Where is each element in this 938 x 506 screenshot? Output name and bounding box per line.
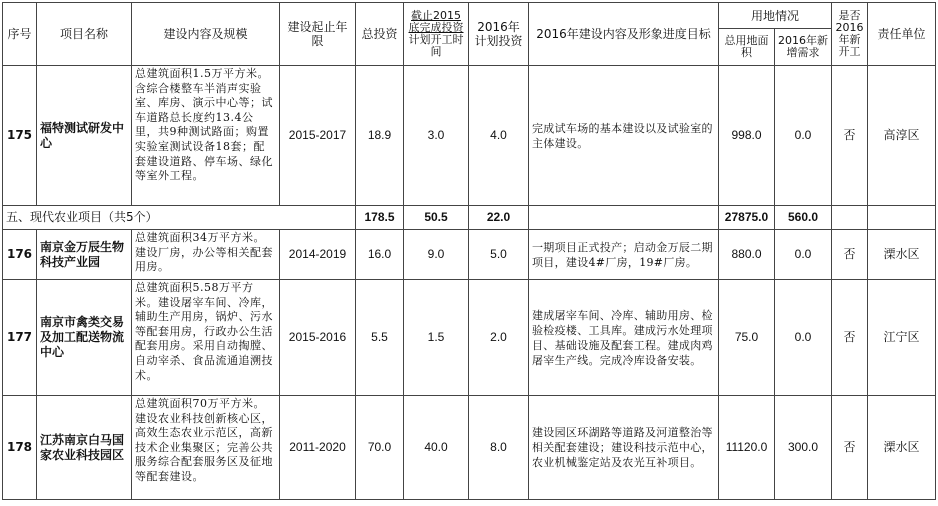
header-name: 项目名称 bbox=[37, 3, 132, 66]
header-plan: 2016年计划投资 bbox=[469, 3, 529, 66]
row-name: 福特测试研发中心 bbox=[37, 66, 132, 206]
row-land-new: 0.0 bbox=[775, 66, 832, 206]
table-row bbox=[3, 230, 936, 280]
header-land: 用地情况 bbox=[719, 3, 832, 29]
section-total: 178.5 bbox=[356, 206, 404, 230]
table-row bbox=[3, 280, 936, 396]
row-total: 18.9 bbox=[356, 66, 404, 206]
row-scope: 总建筑面积5.58万平方米。建设屠宰车间、冷库，辅助生产用房，锅炉、污水等配套用房，行政办公生活配套用房。采用自动掏膛、自动宰杀、食品流通追溯技术。 bbox=[132, 280, 280, 396]
section-new-start-empty bbox=[832, 206, 868, 230]
row-land-total: 75.0 bbox=[719, 280, 775, 396]
row-plan: 8.0 bbox=[469, 396, 529, 500]
row-land-total: 880.0 bbox=[719, 230, 775, 280]
row-cum: 3.0 bbox=[404, 66, 469, 206]
row-seq: 175 bbox=[3, 66, 37, 206]
row-new-start: 否 bbox=[832, 230, 868, 280]
row-goal: 完成试车场的基本建设以及试验室的主体建设。 bbox=[529, 66, 719, 206]
section-unit-empty bbox=[868, 206, 936, 230]
row-unit: 江宁区 bbox=[868, 280, 936, 396]
row-unit: 高淳区 bbox=[868, 66, 936, 206]
section-land-total: 27875.0 bbox=[719, 206, 775, 230]
header-unit: 责任单位 bbox=[868, 3, 936, 66]
row-goal: 建成屠宰车间、冷库、辅助用房、检验检疫楼、工具库。建成污水处理项目、基础设施及配套工程。建成肉鸡屠宰生产线。完成冷库设备安装。 bbox=[529, 280, 719, 396]
header-land-new: 2016年新增需求 bbox=[775, 29, 832, 66]
row-land-new: 0.0 bbox=[775, 230, 832, 280]
header-row-1 bbox=[3, 3, 936, 29]
row-land-total: 11120.0 bbox=[719, 396, 775, 500]
row-new-start: 否 bbox=[832, 66, 868, 206]
table-row bbox=[3, 66, 936, 206]
header-scope: 建设内容及规模 bbox=[132, 3, 280, 66]
header-cum-top: 截止2015底完成投资 bbox=[408, 9, 464, 34]
row-land-total: 998.0 bbox=[719, 66, 775, 206]
project-table bbox=[2, 2, 936, 500]
row-total: 16.0 bbox=[356, 230, 404, 280]
section-cum: 50.5 bbox=[404, 206, 469, 230]
header-total: 总投资 bbox=[356, 3, 404, 66]
header-seq: 序号 bbox=[3, 3, 37, 66]
row-seq: 178 bbox=[3, 396, 37, 500]
section-goal-empty bbox=[529, 206, 719, 230]
row-cum: 9.0 bbox=[404, 230, 469, 280]
section-land-new: 560.0 bbox=[775, 206, 832, 230]
row-name: 南京市禽类交易及加工配送物流中心 bbox=[37, 280, 132, 396]
row-scope: 总建筑面积70万平方米。建设农业科技创新核心区，高效生态农业示范区，高新技术企业集聚区；完善公共服务综合配套服务区及征地等配套建设。 bbox=[132, 396, 280, 500]
row-years: 2011-2020 bbox=[280, 396, 356, 500]
row-unit: 溧水区 bbox=[868, 230, 936, 280]
row-total: 70.0 bbox=[356, 396, 404, 500]
row-scope: 总建筑面积34万平方米。建设厂房，办公等相关配套用房。 bbox=[132, 230, 280, 280]
row-name: 江苏南京白马国家农业科技园区 bbox=[37, 396, 132, 500]
row-total: 5.5 bbox=[356, 280, 404, 396]
row-goal: 建设园区环湖路等道路及河道整治等相关配套建设；建设科技示范中心，农业机械鉴定站及农光互补项目。 bbox=[529, 396, 719, 500]
row-years: 2014-2019 bbox=[280, 230, 356, 280]
row-plan: 4.0 bbox=[469, 66, 529, 206]
header-goal: 2016年建设内容及形象进度目标 bbox=[529, 3, 719, 66]
header-cum bbox=[404, 3, 469, 66]
row-years: 2015-2017 bbox=[280, 66, 356, 206]
row-cum: 1.5 bbox=[404, 280, 469, 396]
header-new-start: 是否2016年新开工 bbox=[832, 3, 868, 66]
section-row bbox=[3, 206, 936, 230]
table-row bbox=[3, 396, 936, 500]
row-seq: 176 bbox=[3, 230, 37, 280]
section-label: 五、现代农业项目（共5个） bbox=[3, 206, 356, 230]
row-seq: 177 bbox=[3, 280, 37, 396]
header-years: 建设起止年限 bbox=[280, 3, 356, 66]
section-plan: 22.0 bbox=[469, 206, 529, 230]
header-land-total: 总用地面积 bbox=[719, 29, 775, 66]
row-new-start: 否 bbox=[832, 396, 868, 500]
row-plan: 2.0 bbox=[469, 280, 529, 396]
row-land-new: 0.0 bbox=[775, 280, 832, 396]
row-unit: 溧水区 bbox=[868, 396, 936, 500]
row-cum: 40.0 bbox=[404, 396, 469, 500]
row-plan: 5.0 bbox=[469, 230, 529, 280]
row-land-new: 300.0 bbox=[775, 396, 832, 500]
row-goal: 一期项目正式投产；启动金万辰二期项目，建设4#厂房，19#厂房。 bbox=[529, 230, 719, 280]
row-name: 南京金万辰生物科技产业园 bbox=[37, 230, 132, 280]
header-cum-bottom: 计划开工时间 bbox=[408, 33, 464, 58]
row-new-start: 否 bbox=[832, 280, 868, 396]
row-years: 2015-2016 bbox=[280, 280, 356, 396]
row-scope: 总建筑面积1.5万平方米。含综合楼整车半消声实验室、库房、演示中心等；试车道路总长度约13.4公里，共9种测试路面；购置实验室测试设备18套；配套建设道路、停车场、绿化等室外工程。 bbox=[132, 66, 280, 206]
